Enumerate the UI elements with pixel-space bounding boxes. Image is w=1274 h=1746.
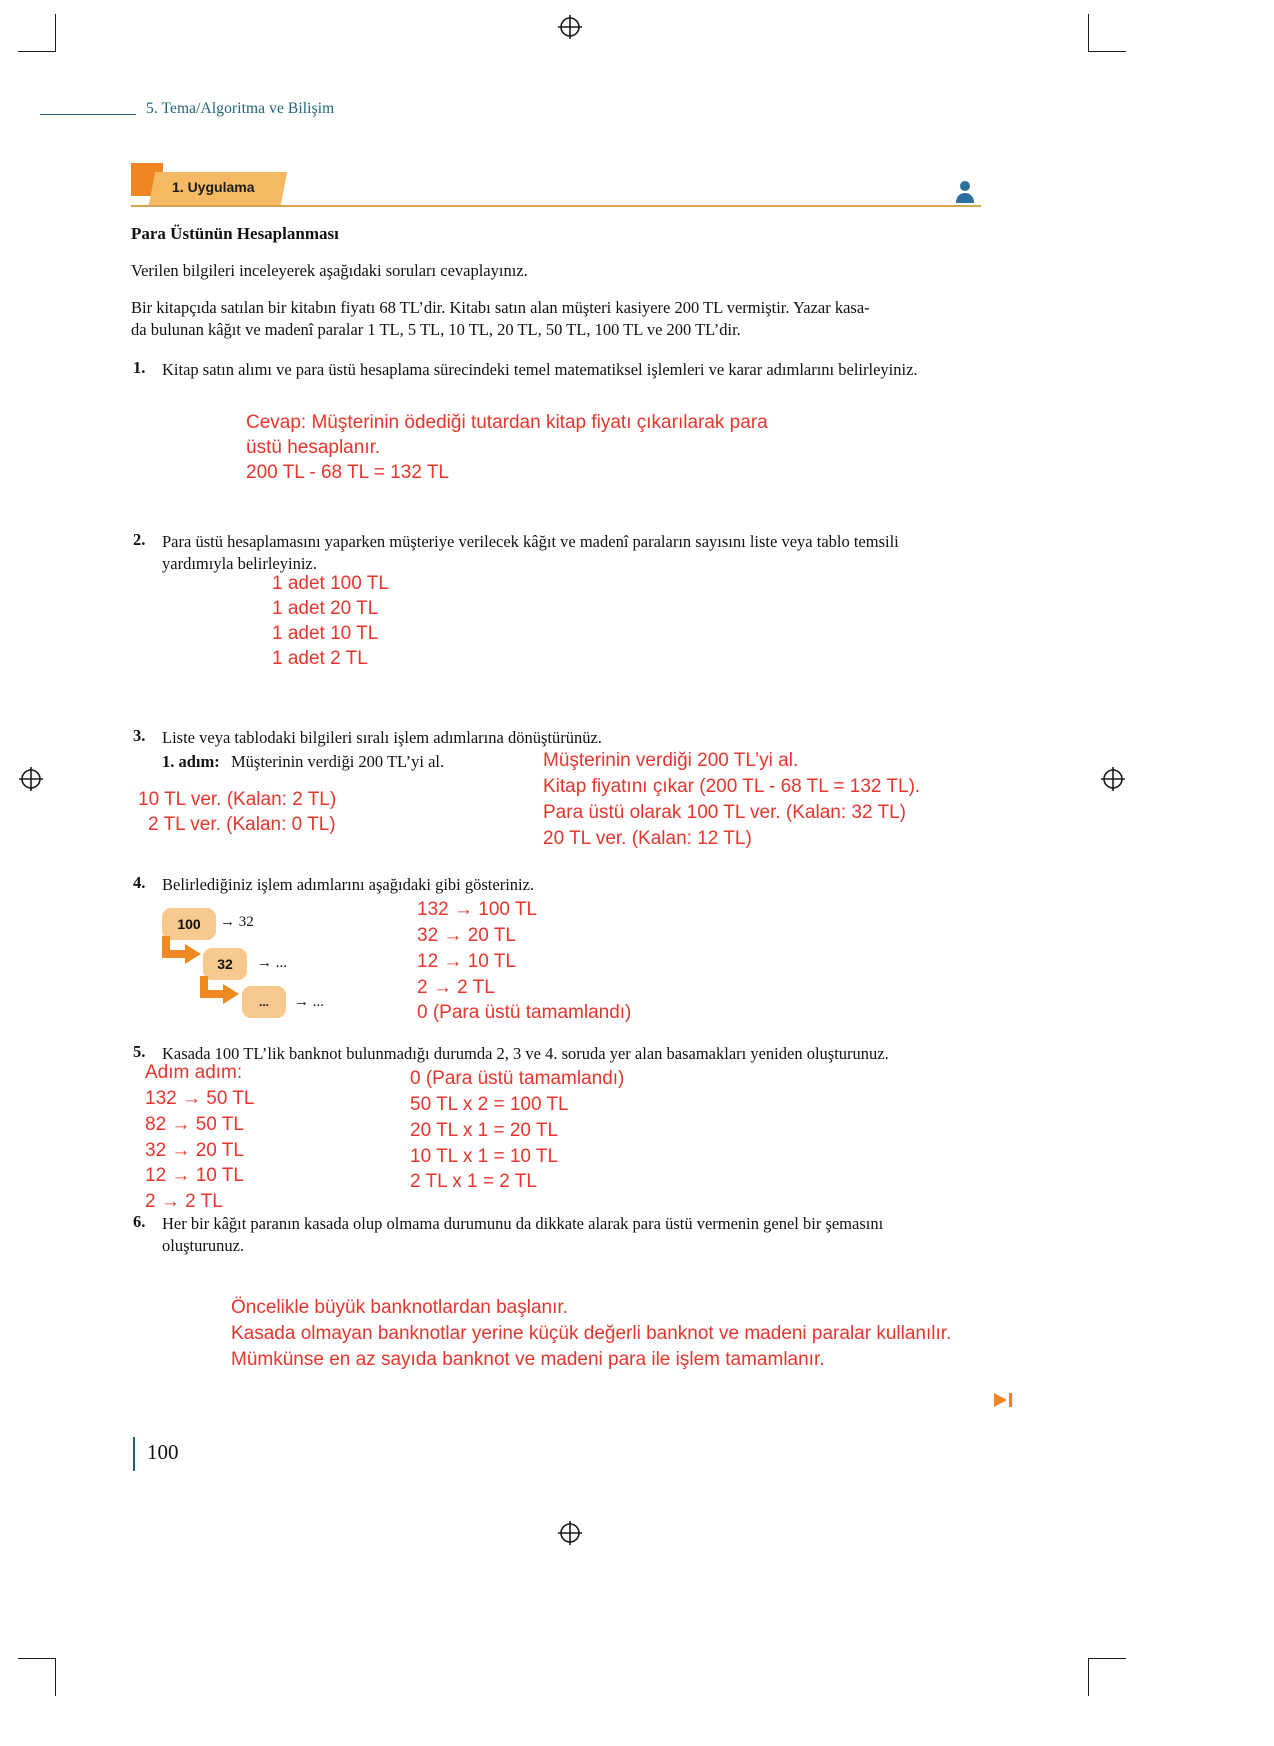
question-6-line-2: oluşturunuz. <box>162 1236 245 1255</box>
registration-mark-left <box>18 766 44 792</box>
flow-node-1-value: 100 <box>177 916 201 932</box>
answer-5-right-line-2: 50 TL x 2 = 100 TL <box>410 1094 569 1115</box>
question-2-number: 2. <box>133 530 146 549</box>
answer-5-right-line-4: 10 TL x 1 = 10 TL <box>410 1146 559 1167</box>
crop-mark-tr-v <box>1088 14 1089 52</box>
answer-3-left-line-1: 10 TL ver. (Kalan: 2 TL) <box>138 789 337 810</box>
answer-3-right-line-4: 20 TL ver. (Kalan: 12 TL) <box>543 828 752 849</box>
question-3-number: 3. <box>133 726 146 745</box>
answer-3-left-line-2: 2 TL ver. (Kalan: 0 TL) <box>148 814 336 835</box>
crop-mark-br-v <box>1088 1658 1089 1696</box>
registration-mark-right <box>1100 766 1126 792</box>
flow-node-2-value: 32 <box>217 956 233 972</box>
crop-mark-bl-h <box>18 1658 56 1659</box>
answer-5-left-line-5: 12 → 10 TL <box>145 1165 244 1186</box>
intro-paragraph: Verilen bilgileri inceleyerek aşağıdaki soruları cevaplayınız. <box>131 261 528 280</box>
answer-3-right-line-1: Müşterinin verdiği 200 TL’yi al. <box>543 750 799 771</box>
crop-mark-br-h <box>1088 1658 1126 1659</box>
footer-rule <box>133 1437 135 1471</box>
flow-node-2-arrow: → ... <box>257 955 287 971</box>
scenario-line-2: da bulunan kâğıt ve madenî paralar 1 TL, 5 TL, 10 TL, 20 TL, 50 TL, 100 TL ve 200 TL’dir. <box>131 320 741 339</box>
answer-5-left-line-2: 132 → 50 TL <box>145 1088 255 1109</box>
question-5-text: Kasada 100 TL’lik banknot bulunmadığı durumda 2, 3 ve 4. soruda yer alan basamakları yeniden oluşturunuz. <box>162 1044 889 1063</box>
question-1-text: Kitap satın alımı ve para üstü hesaplama sürecindeki temel matematiksel işlemleri ve karar adımlarını belirleyiniz. <box>162 360 918 379</box>
answer-3-right-line-2: Kitap fiyatını çıkar (200 TL - 68 TL = 132 TL). <box>543 776 921 797</box>
next-page-arrow-icon[interactable] <box>994 1392 1016 1408</box>
flow-node-3-value: ... <box>258 995 269 1009</box>
answer-5-right-line-3: 20 TL x 1 = 20 TL <box>410 1120 559 1141</box>
crop-mark-tl-h <box>18 51 56 52</box>
answer-6-line-3: Mümkünse en az sayıda banknot ve madeni para ile işlem tamamlanır. <box>231 1349 825 1370</box>
answer-4-line-2: 32 → 20 TL <box>417 925 516 946</box>
answer-5-right-line-1: 0 (Para üstü tamamlandı) <box>410 1068 625 1089</box>
answer-2-line-2: 1 adet 20 TL <box>272 598 379 619</box>
flow-node-3 <box>242 986 286 1018</box>
question-6-line-1: Her bir kâğıt paranın kasada olup olmama durumunu da dikkate alarak para üstü vermenin genel bir şemasını <box>162 1214 884 1233</box>
answer-5-left-line-3: 82 → 50 TL <box>145 1114 244 1135</box>
answer-5-left-line-4: 32 → 20 TL <box>145 1140 244 1161</box>
question-6-number: 6. <box>133 1212 146 1231</box>
crop-mark-tr-h <box>1088 51 1126 52</box>
crop-mark-bl-v <box>55 1658 56 1696</box>
scenario-line-1: Bir kitapçıda satılan bir kitabın fiyatı 68 TL’dir. Kitabı satın alan müşteri kasiyere 200 TL vermiştir. Yazar kasa- <box>131 298 870 317</box>
page-number: 100 <box>147 1440 179 1464</box>
answer-4-line-3: 12 → 10 TL <box>417 951 516 972</box>
question-3-step-label: 1. adım: <box>162 752 220 771</box>
answer-6-line-2: Kasada olmayan banknotlar yerine küçük değerli banknot ve madeni paralar kullanılır. <box>231 1323 952 1344</box>
uygulama-tag-label: 1. Uygulama <box>172 179 255 195</box>
registration-mark-top <box>557 14 583 40</box>
question-2-line-2: yardımıyla belirleyiniz. <box>162 554 317 573</box>
answer-1-line-1: Cevap: Müşterinin ödediği tutardan kitap fiyatı çıkarılarak para <box>246 412 768 433</box>
question-2-line-1: Para üstü hesaplamasını yaparken müşteriye verilecek kâğıt ve madenî paraların sayısını liste veya tablo temsili <box>162 532 899 551</box>
answer-4-line-5: 0 (Para üstü tamamlandı) <box>417 1002 632 1023</box>
person-icon <box>955 180 975 204</box>
uygulama-tag-underline <box>131 205 981 207</box>
answer-2-line-1: 1 adet 100 TL <box>272 573 389 594</box>
question-4-number: 4. <box>133 873 146 892</box>
question-5-number: 5. <box>133 1042 146 1061</box>
flow-elbow-1 <box>161 936 207 970</box>
answer-4-line-4: 2 → 2 TL <box>417 977 495 998</box>
flow-node-3-arrow: → ... <box>294 994 324 1010</box>
answer-2-line-4: 1 adet 2 TL <box>272 648 368 669</box>
flow-elbow-2 <box>199 976 245 1010</box>
question-1-number: 1. <box>133 358 146 377</box>
crop-mark-tl-v <box>55 14 56 52</box>
answer-6-line-1: Öncelikle büyük banknotlardan başlanır. <box>231 1297 568 1318</box>
header-rule <box>40 114 136 115</box>
answer-1-line-2: üstü hesaplanır. <box>246 437 381 458</box>
answer-2-line-3: 1 adet 10 TL <box>272 623 379 644</box>
answer-5-left-line-6: 2 → 2 TL <box>145 1191 223 1212</box>
question-3-text: Liste veya tablodaki bilgileri sıralı işlem adımlarına dönüştürünüz. <box>162 728 602 747</box>
answer-4-line-1: 132 → 100 TL <box>417 899 538 920</box>
breadcrumb: 5. Tema/Algoritma ve Bilişim <box>146 100 335 117</box>
answer-5-left-line-1: Adım adım: <box>145 1062 243 1083</box>
question-3-step-text: Müşterinin verdiği 200 TL’yi al. <box>231 752 445 771</box>
registration-mark-bottom <box>557 1520 583 1546</box>
answer-5-right-line-5: 2 TL x 1 = 2 TL <box>410 1171 537 1192</box>
answer-3-right-line-3: Para üstü olarak 100 TL ver. (Kalan: 32 TL) <box>543 802 906 823</box>
flow-node-1-arrow: → 32 <box>220 914 254 930</box>
section-title: Para Üstünün Hesaplanması <box>131 224 339 243</box>
question-4-text: Belirlediğiniz işlem adımlarını aşağıdaki gibi gösteriniz. <box>162 875 535 894</box>
answer-1-line-3: 200 TL - 68 TL = 132 TL <box>246 462 449 483</box>
